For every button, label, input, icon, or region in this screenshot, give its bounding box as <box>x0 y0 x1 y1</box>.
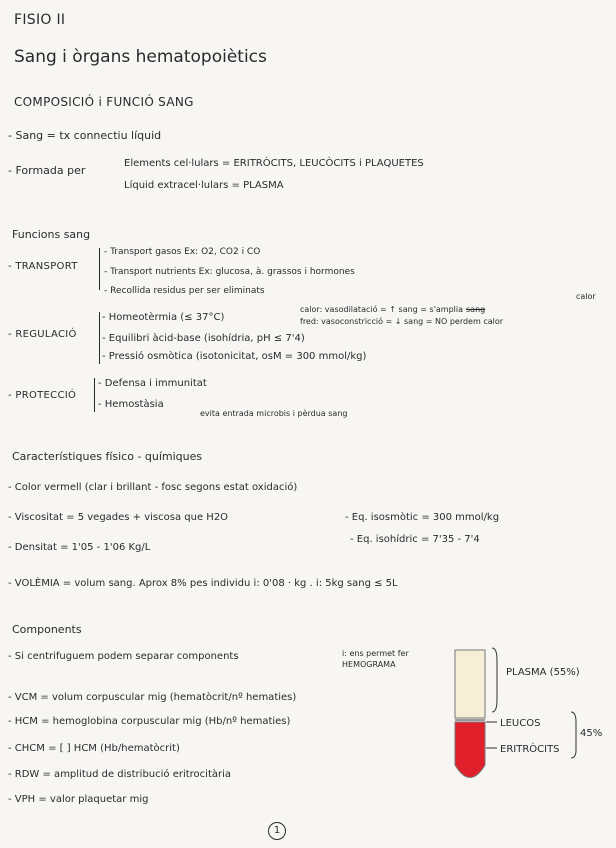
regulacio-item-2: - Equilibri àcid-base (isohídria, pH ≤ 7'4) <box>102 333 305 344</box>
tube-plasma-layer <box>455 650 485 718</box>
course-label: FISIO II <box>14 12 66 28</box>
tube-label-eritrocits: ERITRÒCITS <box>500 744 560 755</box>
centrifug-note-2: HEMOGRAMA <box>342 660 396 669</box>
calor-note-line-1-strike: sang <box>466 305 486 314</box>
section-heading-composicio: COMPOSICIÓ i FUNCIÓ SANG <box>14 95 194 109</box>
hemostasia-note: evita entrada microbis i pèrdua sang <box>200 409 348 418</box>
regulacio-item-1: - Homeotèrmia (≤ 37°C) <box>102 312 225 323</box>
calor-note-top: calor <box>576 292 596 301</box>
line-eq-isosmotic: - Eq. isosmòtic = 300 mmol/kg <box>345 512 500 523</box>
proteccio-item-1: - Defensa i immunitat <box>98 378 207 389</box>
formada-item-1: Elements cel·lulars = ERITRÒCITS, LEUCÒCITS i PLAQUETES <box>124 158 424 169</box>
proteccio-label: - PROTECCIÓ <box>8 390 77 401</box>
tube-erythrocyte-layer <box>455 722 485 778</box>
line-densitat: - Densitat = 1'05 - 1'06 Kg/L <box>8 542 151 553</box>
plasma-brace <box>492 648 497 712</box>
section-heading-caracteristiques: Característiques físico - químiques <box>12 450 203 463</box>
section-heading-components: Components <box>12 623 82 636</box>
component-item-vcm: - VCM = volum corpuscular mig (hematòcrit/nº hematies) <box>8 692 297 703</box>
formada-item-2: Líquid extracel·lulars = PLASMA <box>124 180 284 191</box>
calor-note-line-2: fred: vasoconstricció = ↓ sang = NO perdem calor <box>300 317 504 326</box>
line-eq-isohidric: - Eq. isohídric = 7'35 - 7'4 <box>350 534 480 545</box>
transport-item-3: - Recollida residus per ser eliminats <box>104 286 265 296</box>
proteccio-item-2: - Hemostàsia <box>98 399 164 410</box>
transport-item-2: - Transport nutrients Ex: glucosa, à. grassos i hormones <box>104 267 355 277</box>
component-item-hcm: - HCM = hemoglobina corpuscular mig (Hb/nº hematies) <box>8 716 291 727</box>
tube-label-leucos: LEUCOS <box>500 718 541 729</box>
calor-note-line-1: calor: vasodilatació = ↑ sang = s'amplia <box>300 305 464 314</box>
component-item-vph: - VPH = valor plaquetar mig <box>8 794 149 805</box>
component-item-rdw: - RDW = amplitud de distribució eritrocitària <box>8 769 232 780</box>
line-volemia: - VOLÈMIA = volum sang. Aprox 8% pes individu i: 0'08 · kg . i: 5kg sang ≤ 5L <box>8 578 398 589</box>
section-heading-funcions: Funcions sang <box>12 228 91 241</box>
centrifug-note: i: ens permet fer <box>342 649 409 658</box>
regulacio-item-3: - Pressió osmòtica (isotonicitat, osM = 300 mmol/kg) <box>102 351 367 362</box>
line-centrifug: - Si centrifuguem podem separar components <box>8 651 239 662</box>
line-viscositat: - Viscositat = 5 vegades + viscosa que H2O <box>8 512 229 523</box>
transport-item-1: - Transport gasos Ex: O2, CO2 i CO <box>104 247 261 257</box>
component-item-chcm: - CHCM = [ ] HCM (Hb/hematòcrit) <box>8 743 180 754</box>
page-title: Sang i òrgans hematopoiètics <box>14 47 267 67</box>
transport-label: - TRANSPORT <box>8 261 78 272</box>
tube-label-cells-pct: 45% <box>580 728 603 739</box>
page-number: 1 <box>268 822 286 840</box>
line-sang: - Sang = tx connectiu líquid <box>8 129 162 142</box>
regulacio-label: - REGULACIÓ <box>8 329 77 340</box>
line-color: - Color vermell (clar i brillant - fosc segons estat oxidació) <box>8 482 298 493</box>
cells-brace <box>571 712 576 758</box>
formada-label: - Formada per <box>8 164 86 177</box>
tube-label-plasma: PLASMA (55%) <box>506 667 580 678</box>
